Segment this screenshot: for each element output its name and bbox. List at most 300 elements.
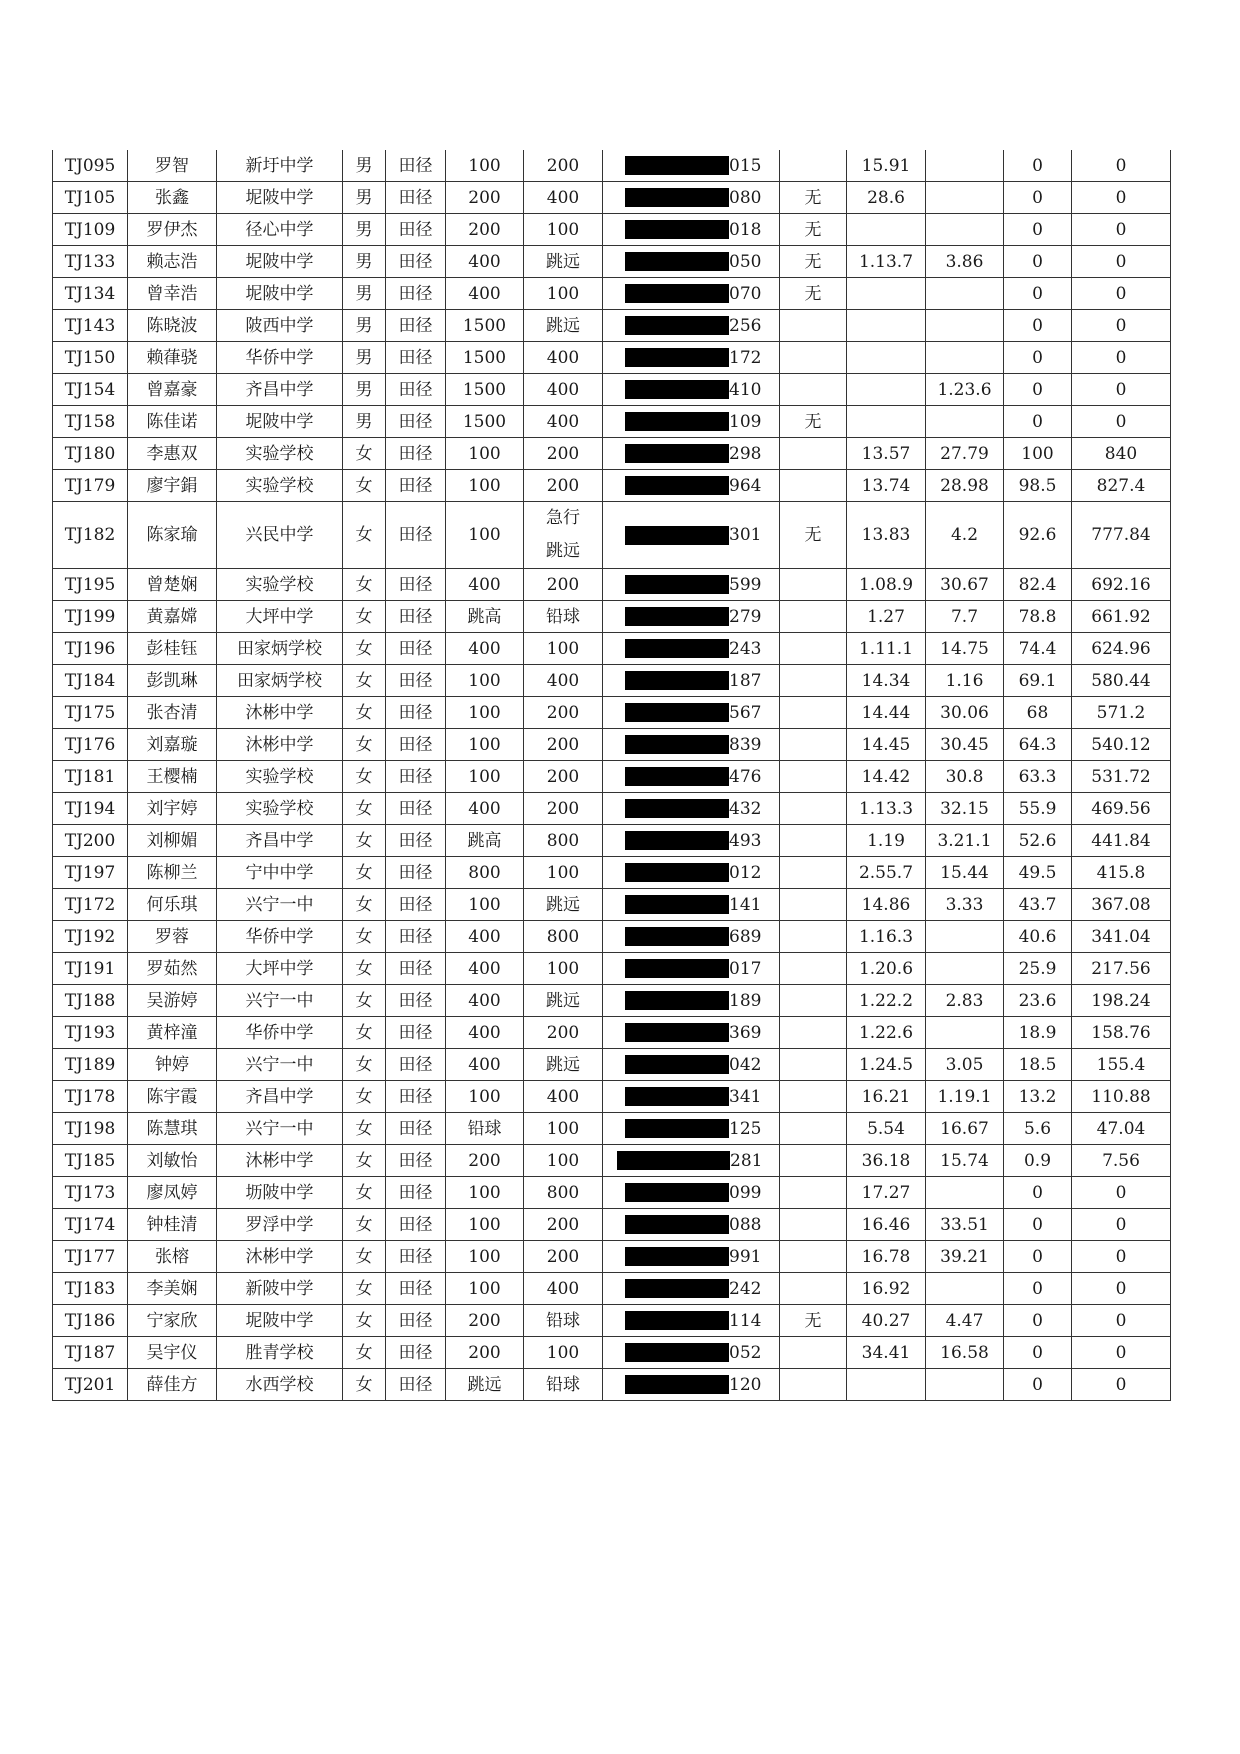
redaction-bar xyxy=(625,959,729,978)
gender: 女 xyxy=(343,761,386,793)
redaction-bar xyxy=(625,1343,729,1362)
result-2: 32.15 xyxy=(926,793,1004,825)
total-score: 827.4 xyxy=(1072,470,1171,502)
event-1: 100 xyxy=(446,1177,524,1209)
school-name: 兴民中学 xyxy=(217,502,343,569)
result-2: 28.98 xyxy=(926,470,1004,502)
id-number-cell xyxy=(603,665,780,697)
table-row xyxy=(53,697,1171,729)
table-row xyxy=(53,889,1171,921)
event-1: 400 xyxy=(446,633,524,665)
redaction-bar xyxy=(625,1087,729,1106)
gender: 女 xyxy=(343,1049,386,1081)
id-number xyxy=(603,734,780,755)
athlete-id: TJ134 xyxy=(53,278,128,310)
school-name: 坭陂中学 xyxy=(217,406,343,438)
id-number-tail: 991 xyxy=(729,1246,762,1267)
result-2 xyxy=(926,1369,1004,1401)
athlete-id: TJ182 xyxy=(53,502,128,569)
note: 无 xyxy=(780,182,847,214)
total-score: 0 xyxy=(1072,1305,1171,1337)
event-2: 跳远 xyxy=(524,985,603,1017)
event-1: 400 xyxy=(446,793,524,825)
id-number-cell xyxy=(603,1305,780,1337)
note xyxy=(780,1241,847,1273)
sport-type: 田径 xyxy=(386,502,446,569)
score: 18.5 xyxy=(1004,1049,1072,1081)
id-number-tail: 141 xyxy=(729,894,762,915)
table-row xyxy=(53,470,1171,502)
result-2: 15.44 xyxy=(926,857,1004,889)
result-2 xyxy=(926,214,1004,246)
id-number-tail: 839 xyxy=(729,734,762,755)
result-1: 40.27 xyxy=(847,1305,926,1337)
event-2: 铅球 xyxy=(524,1369,603,1401)
score: 64.3 xyxy=(1004,729,1072,761)
event-2: 400 xyxy=(524,374,603,406)
total-score: 47.04 xyxy=(1072,1113,1171,1145)
athlete-id: TJ179 xyxy=(53,470,128,502)
table-row xyxy=(53,1113,1171,1145)
total-score: 110.88 xyxy=(1072,1081,1171,1113)
result-1: 13.57 xyxy=(847,438,926,470)
event-1: 100 xyxy=(446,1209,524,1241)
redaction-bar xyxy=(625,703,729,722)
id-number xyxy=(603,702,780,723)
id-number xyxy=(603,1214,780,1235)
result-2 xyxy=(926,150,1004,182)
athlete-id: TJ180 xyxy=(53,438,128,470)
result-2: 39.21 xyxy=(926,1241,1004,1273)
sport-type: 田径 xyxy=(386,1081,446,1113)
score: 25.9 xyxy=(1004,953,1072,985)
table-row xyxy=(53,1241,1171,1273)
sport-type: 田径 xyxy=(386,182,446,214)
athlete-id: TJ105 xyxy=(53,182,128,214)
table-row xyxy=(53,214,1171,246)
id-number-tail: 281 xyxy=(730,1150,763,1171)
athlete-id: TJ187 xyxy=(53,1337,128,1369)
score: 49.5 xyxy=(1004,857,1072,889)
score: 0 xyxy=(1004,182,1072,214)
id-number-cell xyxy=(603,953,780,985)
event-1: 200 xyxy=(446,1337,524,1369)
result-1: 1.20.6 xyxy=(847,953,926,985)
id-number-tail: 052 xyxy=(729,1342,762,1363)
id-number-cell xyxy=(603,729,780,761)
id-number xyxy=(603,1022,780,1043)
redaction-bar xyxy=(625,1119,729,1138)
id-number-cell xyxy=(603,470,780,502)
table-body xyxy=(53,150,1171,1401)
id-number-cell xyxy=(603,1113,780,1145)
school-name: 华侨中学 xyxy=(217,342,343,374)
table-row xyxy=(53,502,1171,569)
redaction-bar xyxy=(625,526,729,545)
id-number-cell xyxy=(603,1177,780,1209)
athlete-name: 李美娴 xyxy=(128,1273,217,1305)
note xyxy=(780,342,847,374)
gender: 女 xyxy=(343,1177,386,1209)
event-1: 1500 xyxy=(446,310,524,342)
event-1: 200 xyxy=(446,1305,524,1337)
table-row xyxy=(53,1209,1171,1241)
redaction-bar xyxy=(625,476,729,495)
athlete-name: 黄梓潼 xyxy=(128,1017,217,1049)
gender: 男 xyxy=(343,278,386,310)
gender: 女 xyxy=(343,633,386,665)
athlete-name: 罗茹然 xyxy=(128,953,217,985)
total-score: 341.04 xyxy=(1072,921,1171,953)
note xyxy=(780,1177,847,1209)
event-2: 200 xyxy=(524,793,603,825)
athlete-name: 张鑫 xyxy=(128,182,217,214)
id-number xyxy=(603,798,780,819)
table-row xyxy=(53,1081,1171,1113)
note xyxy=(780,1209,847,1241)
table-row xyxy=(53,1017,1171,1049)
result-1: 1.13.7 xyxy=(847,246,926,278)
note xyxy=(780,697,847,729)
result-1: 2.55.7 xyxy=(847,857,926,889)
table-row xyxy=(53,1177,1171,1209)
id-number xyxy=(603,475,780,496)
school-name: 坭陂中学 xyxy=(217,278,343,310)
result-2 xyxy=(926,310,1004,342)
gender: 男 xyxy=(343,406,386,438)
event-2: 200 xyxy=(524,438,603,470)
sport-type: 田径 xyxy=(386,761,446,793)
total-score: 0 xyxy=(1072,406,1171,438)
score: 0 xyxy=(1004,150,1072,182)
gender: 女 xyxy=(343,502,386,569)
id-number-tail: 301 xyxy=(729,525,762,546)
result-2 xyxy=(926,182,1004,214)
table-row xyxy=(53,278,1171,310)
result-2 xyxy=(926,921,1004,953)
total-score: 624.96 xyxy=(1072,633,1171,665)
id-number-tail: 114 xyxy=(729,1310,762,1331)
sport-type: 田径 xyxy=(386,150,446,182)
event-2: 200 xyxy=(524,1017,603,1049)
event-1: 100 xyxy=(446,502,524,569)
event-1: 800 xyxy=(446,857,524,889)
result-2 xyxy=(926,406,1004,438)
athlete-name: 刘宇婷 xyxy=(128,793,217,825)
event-1: 400 xyxy=(446,953,524,985)
note xyxy=(780,470,847,502)
total-score: 661.92 xyxy=(1072,601,1171,633)
athlete-id: TJ181 xyxy=(53,761,128,793)
id-number-tail: 341 xyxy=(729,1086,762,1107)
id-number xyxy=(603,283,780,304)
school-name: 华侨中学 xyxy=(217,921,343,953)
table-row xyxy=(53,406,1171,438)
id-number-tail: 109 xyxy=(729,411,762,432)
id-number-cell xyxy=(603,374,780,406)
school-name: 实验学校 xyxy=(217,438,343,470)
athlete-id: TJ191 xyxy=(53,953,128,985)
athlete-id: TJ199 xyxy=(53,601,128,633)
result-1 xyxy=(847,278,926,310)
result-1 xyxy=(847,342,926,374)
note xyxy=(780,310,847,342)
sport-type: 田径 xyxy=(386,1017,446,1049)
redaction-bar xyxy=(625,671,729,690)
event-1: 铅球 xyxy=(446,1113,524,1145)
athlete-name: 陈家瑜 xyxy=(128,502,217,569)
redaction-bar xyxy=(625,767,729,786)
id-number-cell xyxy=(603,182,780,214)
sport-type: 田径 xyxy=(386,406,446,438)
sport-type: 田径 xyxy=(386,1145,446,1177)
event-1: 1500 xyxy=(446,342,524,374)
athlete-id: TJ195 xyxy=(53,569,128,601)
school-name: 沐彬中学 xyxy=(217,697,343,729)
id-number-cell xyxy=(603,633,780,665)
sport-type: 田径 xyxy=(386,729,446,761)
id-number-tail: 567 xyxy=(729,702,762,723)
id-number-tail: 125 xyxy=(729,1118,762,1139)
sport-type: 田径 xyxy=(386,1049,446,1081)
school-name: 胜青学校 xyxy=(217,1337,343,1369)
event-2: 400 xyxy=(524,665,603,697)
athlete-id: TJ176 xyxy=(53,729,128,761)
gender: 女 xyxy=(343,1113,386,1145)
event-1: 100 xyxy=(446,1273,524,1305)
school-name: 坜陂中学 xyxy=(217,1177,343,1209)
redaction-bar xyxy=(625,444,729,463)
score: 40.6 xyxy=(1004,921,1072,953)
gender: 女 xyxy=(343,569,386,601)
score: 0 xyxy=(1004,1209,1072,1241)
score: 0 xyxy=(1004,1273,1072,1305)
redaction-bar xyxy=(625,639,729,658)
id-number xyxy=(603,1374,780,1395)
id-number-cell xyxy=(603,985,780,1017)
note xyxy=(780,374,847,406)
result-1: 1.16.3 xyxy=(847,921,926,953)
athlete-name: 罗伊杰 xyxy=(128,214,217,246)
score: 43.7 xyxy=(1004,889,1072,921)
athlete-name: 廖凤婷 xyxy=(128,1177,217,1209)
athlete-id: TJ173 xyxy=(53,1177,128,1209)
event-2: 200 xyxy=(524,1209,603,1241)
id-number xyxy=(603,379,780,400)
id-number xyxy=(603,766,780,787)
school-name: 新陂中学 xyxy=(217,1273,343,1305)
redaction-bar xyxy=(625,1279,729,1298)
result-1: 1.08.9 xyxy=(847,569,926,601)
id-number-tail: 099 xyxy=(729,1182,762,1203)
id-number xyxy=(603,1278,780,1299)
id-number xyxy=(603,926,780,947)
id-number-tail: 369 xyxy=(729,1022,762,1043)
gender: 女 xyxy=(343,697,386,729)
school-name: 兴宁一中 xyxy=(217,985,343,1017)
id-number-cell xyxy=(603,1081,780,1113)
gender: 女 xyxy=(343,825,386,857)
redaction-bar xyxy=(625,188,729,207)
table-row xyxy=(53,1305,1171,1337)
table-row xyxy=(53,729,1171,761)
athlete-name: 张杏清 xyxy=(128,697,217,729)
result-1: 1.22.2 xyxy=(847,985,926,1017)
gender: 女 xyxy=(343,1305,386,1337)
school-name: 齐昌中学 xyxy=(217,825,343,857)
event-2: 800 xyxy=(524,921,603,953)
sport-type: 田径 xyxy=(386,921,446,953)
athlete-name: 张榕 xyxy=(128,1241,217,1273)
result-2: 4.2 xyxy=(926,502,1004,569)
id-number xyxy=(603,990,780,1011)
table-row xyxy=(53,246,1171,278)
id-number xyxy=(603,1054,780,1075)
gender: 女 xyxy=(343,1209,386,1241)
total-score: 0 xyxy=(1072,1241,1171,1273)
note xyxy=(780,729,847,761)
school-name: 沐彬中学 xyxy=(217,1241,343,1273)
event-2: 铅球 xyxy=(524,1305,603,1337)
result-1: 16.46 xyxy=(847,1209,926,1241)
event-1: 400 xyxy=(446,1017,524,1049)
event-1: 跳高 xyxy=(446,601,524,633)
id-number-cell xyxy=(603,1209,780,1241)
id-number-cell xyxy=(603,921,780,953)
total-score: 0 xyxy=(1072,374,1171,406)
id-number xyxy=(603,1342,780,1363)
event-2: 100 xyxy=(524,1113,603,1145)
id-number-tail: 242 xyxy=(729,1278,762,1299)
event-2: 800 xyxy=(524,825,603,857)
event-2: 跳远 xyxy=(524,310,603,342)
id-number xyxy=(603,1118,780,1139)
table-row xyxy=(53,633,1171,665)
redaction-bar xyxy=(625,252,729,271)
sport-type: 田径 xyxy=(386,214,446,246)
school-name: 宁中中学 xyxy=(217,857,343,889)
athlete-id: TJ133 xyxy=(53,246,128,278)
note: 无 xyxy=(780,278,847,310)
event-1: 1500 xyxy=(446,374,524,406)
event-2: 400 xyxy=(524,342,603,374)
sport-type: 田径 xyxy=(386,1241,446,1273)
event-2: 100 xyxy=(524,1337,603,1369)
athlete-name: 廖宇鋗 xyxy=(128,470,217,502)
id-number-tail: 476 xyxy=(729,766,762,787)
id-number-cell xyxy=(603,246,780,278)
note xyxy=(780,1273,847,1305)
total-score: 540.12 xyxy=(1072,729,1171,761)
athlete-id: TJ192 xyxy=(53,921,128,953)
school-name: 大坪中学 xyxy=(217,601,343,633)
event-2: 200 xyxy=(524,697,603,729)
athlete-id: TJ196 xyxy=(53,633,128,665)
athlete-id: TJ109 xyxy=(53,214,128,246)
score: 0 xyxy=(1004,342,1072,374)
table-row xyxy=(53,985,1171,1017)
id-number xyxy=(603,670,780,691)
table-row xyxy=(53,310,1171,342)
athlete-name: 刘敏怡 xyxy=(128,1145,217,1177)
school-name: 兴宁一中 xyxy=(217,1113,343,1145)
event-2: 200 xyxy=(524,569,603,601)
gender: 女 xyxy=(343,1145,386,1177)
id-number-cell xyxy=(603,1145,780,1177)
athlete-id: TJ194 xyxy=(53,793,128,825)
athlete-name: 钟桂清 xyxy=(128,1209,217,1241)
athlete-name: 王樱楠 xyxy=(128,761,217,793)
redaction-bar xyxy=(625,991,729,1010)
table-row xyxy=(53,569,1171,601)
result-1: 16.78 xyxy=(847,1241,926,1273)
event-2: 200 xyxy=(524,1241,603,1273)
athlete-id: TJ201 xyxy=(53,1369,128,1401)
event-1: 100 xyxy=(446,438,524,470)
event-1: 跳高 xyxy=(446,825,524,857)
school-name: 大坪中学 xyxy=(217,953,343,985)
table-row xyxy=(53,1145,1171,1177)
score: 18.9 xyxy=(1004,1017,1072,1049)
sport-type: 田径 xyxy=(386,310,446,342)
score: 63.3 xyxy=(1004,761,1072,793)
id-number-cell xyxy=(603,150,780,182)
note xyxy=(780,1017,847,1049)
school-name: 兴宁一中 xyxy=(217,1049,343,1081)
id-number-tail: 012 xyxy=(729,862,762,883)
redaction-bar xyxy=(625,1215,729,1234)
gender: 女 xyxy=(343,1337,386,1369)
total-score: 217.56 xyxy=(1072,953,1171,985)
event-1: 1500 xyxy=(446,406,524,438)
id-number xyxy=(603,1086,780,1107)
note xyxy=(780,825,847,857)
event-2: 铅球 xyxy=(524,601,603,633)
note xyxy=(780,761,847,793)
total-score: 415.8 xyxy=(1072,857,1171,889)
result-2: 15.74 xyxy=(926,1145,1004,1177)
note xyxy=(780,1081,847,1113)
school-name: 实验学校 xyxy=(217,793,343,825)
event-2: 200 xyxy=(524,729,603,761)
school-name: 坭陂中学 xyxy=(217,246,343,278)
id-number-tail: 432 xyxy=(729,798,762,819)
event-2: 200 xyxy=(524,761,603,793)
note xyxy=(780,793,847,825)
athlete-name: 何乐琪 xyxy=(128,889,217,921)
school-name: 新圩中学 xyxy=(217,150,343,182)
athlete-id: TJ183 xyxy=(53,1273,128,1305)
id-number-cell xyxy=(603,697,780,729)
total-score: 571.2 xyxy=(1072,697,1171,729)
athlete-id: TJ174 xyxy=(53,1209,128,1241)
id-number-cell xyxy=(603,857,780,889)
id-number-cell xyxy=(603,1273,780,1305)
table-row xyxy=(53,1049,1171,1081)
total-score: 367.08 xyxy=(1072,889,1171,921)
event-1: 200 xyxy=(446,182,524,214)
id-number-tail: 187 xyxy=(729,670,762,691)
athlete-name: 陈慧琪 xyxy=(128,1113,217,1145)
redaction-bar xyxy=(625,1183,729,1202)
gender: 女 xyxy=(343,438,386,470)
school-name: 华侨中学 xyxy=(217,1017,343,1049)
score: 13.2 xyxy=(1004,1081,1072,1113)
redaction-bar xyxy=(625,607,729,626)
table-row xyxy=(53,665,1171,697)
id-number-tail: 172 xyxy=(729,347,762,368)
gender: 男 xyxy=(343,214,386,246)
